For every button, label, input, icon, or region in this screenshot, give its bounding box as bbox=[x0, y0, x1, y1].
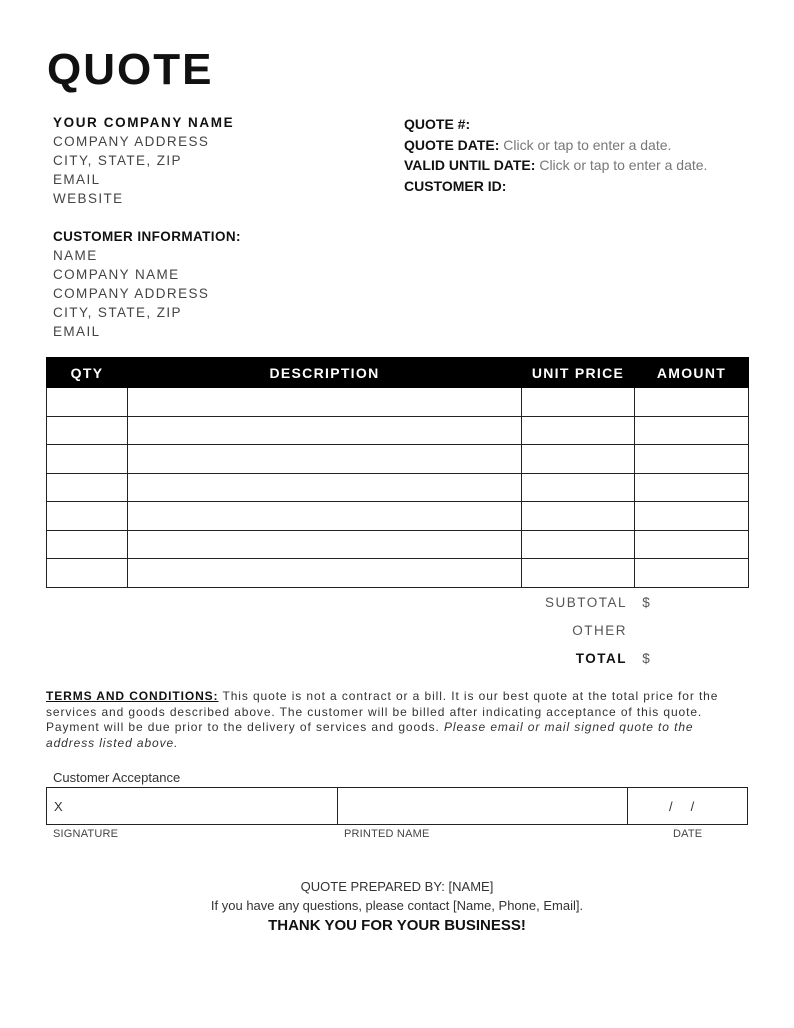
quote-date-field[interactable]: Click or tap to enter a date. bbox=[503, 136, 672, 153]
items-table bbox=[46, 357, 749, 588]
quote-number-row bbox=[404, 114, 707, 135]
valid-until-label: VALID UNTIL DATE: bbox=[404, 157, 536, 173]
customer-acceptance-label: Customer Acceptance bbox=[53, 770, 181, 785]
customer-info bbox=[53, 227, 241, 341]
description-cell[interactable] bbox=[128, 416, 522, 445]
qty-cell[interactable] bbox=[47, 502, 128, 531]
printed-name-caption: PRINTED NAME bbox=[344, 828, 430, 840]
document-title: QUOTE bbox=[47, 45, 214, 94]
terms-heading: TERMS AND CONDITIONS: bbox=[46, 689, 219, 703]
subtotal-label: SUBTOTAL bbox=[544, 595, 627, 610]
header-amount: AMOUNT bbox=[635, 358, 749, 388]
qty-cell[interactable] bbox=[47, 416, 128, 445]
prepared-by: QUOTE PREPARED BY: [NAME] bbox=[300, 879, 494, 894]
unit-price-cell[interactable] bbox=[522, 416, 635, 445]
signature-mark: X bbox=[54, 799, 63, 814]
qty-cell[interactable] bbox=[47, 445, 128, 474]
table-row bbox=[47, 502, 749, 531]
company-address: COMPANY ADDRESS bbox=[53, 134, 210, 149]
table-row bbox=[47, 445, 749, 474]
amount-cell[interactable] bbox=[635, 416, 749, 445]
unit-price-cell[interactable] bbox=[522, 388, 635, 417]
signature-caption: SIGNATURE bbox=[53, 828, 119, 840]
total-currency: $ bbox=[642, 651, 652, 666]
table-row bbox=[47, 388, 749, 417]
quote-date-row bbox=[404, 135, 707, 156]
thank-you-note: THANK YOU FOR YOUR BUSINESS! bbox=[268, 917, 526, 934]
subtotal-currency: $ bbox=[642, 595, 652, 610]
signature-field[interactable] bbox=[47, 788, 338, 824]
unit-price-cell[interactable] bbox=[522, 445, 635, 474]
date-slashes: / / bbox=[669, 799, 695, 814]
acceptance-box bbox=[46, 787, 748, 825]
unit-price-cell[interactable] bbox=[522, 530, 635, 559]
header-unit-price: UNIT PRICE bbox=[522, 358, 635, 388]
amount-cell[interactable] bbox=[635, 473, 749, 502]
total-label: TOTAL bbox=[575, 651, 627, 666]
other-label: OTHER bbox=[572, 623, 627, 638]
total-row bbox=[507, 651, 651, 666]
customer-company-address: COMPANY ADDRESS bbox=[53, 286, 210, 301]
customer-email: EMAIL bbox=[53, 324, 101, 339]
table-row bbox=[47, 530, 749, 559]
quote-number-label: QUOTE #: bbox=[404, 116, 471, 132]
unit-price-cell[interactable] bbox=[522, 502, 635, 531]
terms-body: This quote is not a contract or a bill. It is our best quote at the total price for the services and goods described above. The customer will be billed after indicating acceptance of this quote. Payment will be due prior to the delivery of services and goods. bbox=[46, 689, 719, 735]
description-cell[interactable] bbox=[128, 445, 522, 474]
items-header-row bbox=[47, 358, 749, 388]
company-name: YOUR COMPANY NAME bbox=[53, 115, 235, 130]
description-cell[interactable] bbox=[128, 388, 522, 417]
other-row bbox=[507, 623, 627, 638]
qty-cell[interactable] bbox=[47, 559, 128, 588]
table-row bbox=[47, 416, 749, 445]
printed-name-field[interactable] bbox=[337, 788, 628, 824]
customer-name: NAME bbox=[53, 248, 98, 263]
description-cell[interactable] bbox=[128, 559, 522, 588]
customer-heading: CUSTOMER INFORMATION: bbox=[53, 229, 241, 244]
amount-cell[interactable] bbox=[635, 530, 749, 559]
company-website: WEBSITE bbox=[53, 191, 124, 206]
description-cell[interactable] bbox=[128, 530, 522, 559]
terms-and-conditions bbox=[46, 689, 746, 752]
quote-date-label: QUOTE DATE: bbox=[404, 136, 500, 153]
amount-cell[interactable] bbox=[635, 388, 749, 417]
company-city-state-zip: CITY, STATE, ZIP bbox=[53, 153, 182, 168]
terms-italic-note: Please email or mail signed quote to the address listed above. bbox=[46, 720, 694, 751]
quote-meta bbox=[404, 114, 707, 196]
unit-price-cell[interactable] bbox=[522, 559, 635, 588]
date-field[interactable] bbox=[627, 788, 747, 824]
customer-city-state-zip: CITY, STATE, ZIP bbox=[53, 305, 182, 320]
date-caption: DATE bbox=[673, 828, 703, 840]
description-cell[interactable] bbox=[128, 473, 522, 502]
header-description: DESCRIPTION bbox=[128, 358, 522, 388]
amount-cell[interactable] bbox=[635, 502, 749, 531]
company-email: EMAIL bbox=[53, 172, 101, 187]
amount-cell[interactable] bbox=[635, 559, 749, 588]
subtotal-row bbox=[507, 595, 651, 610]
qty-cell[interactable] bbox=[47, 388, 128, 417]
qty-cell[interactable] bbox=[47, 530, 128, 559]
valid-until-field[interactable]: Click or tap to enter a date. bbox=[539, 157, 708, 173]
contact-line: If you have any questions, please contact [Name, Phone, Email]. bbox=[210, 898, 584, 913]
header-qty: QTY bbox=[47, 358, 128, 388]
customer-id-label: CUSTOMER ID: bbox=[404, 177, 507, 194]
customer-company-name: COMPANY NAME bbox=[53, 267, 180, 282]
unit-price-cell[interactable] bbox=[522, 473, 635, 502]
qty-cell[interactable] bbox=[47, 473, 128, 502]
table-row bbox=[47, 559, 749, 588]
description-cell[interactable] bbox=[128, 502, 522, 531]
company-info bbox=[53, 113, 234, 208]
items-body bbox=[47, 388, 749, 588]
amount-cell[interactable] bbox=[635, 445, 749, 474]
customer-id-row bbox=[404, 176, 707, 197]
valid-until-row bbox=[404, 155, 707, 176]
table-row bbox=[47, 473, 749, 502]
